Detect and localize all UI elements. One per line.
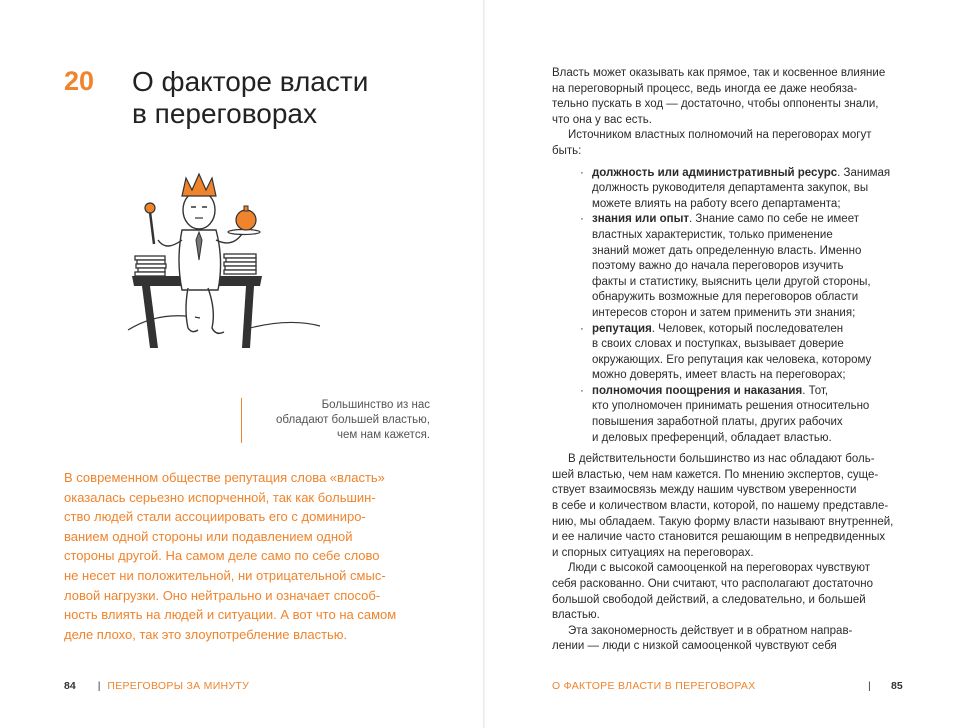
crowned-figure-illustration-icon xyxy=(100,160,330,360)
lead-line: оказалась серьезно испорченной, так как большин- xyxy=(64,489,376,505)
bullet-text: знаний может дать определенную власть. Именно xyxy=(592,244,862,257)
chapter-title xyxy=(132,66,368,130)
text-line: на переговорный процесс, ведь иногда ее даже необязa- xyxy=(552,82,858,95)
text-line: в себе и количеством власти, которой, по нашему представле- xyxy=(552,500,889,513)
text-line: нию, мы обладаем. Такую форму власти называют внутренней, xyxy=(552,515,894,528)
list-item xyxy=(552,384,912,446)
running-title: О ФАКТОРЕ ВЛАСТИ В ПЕРЕГОВОРАХ xyxy=(552,680,756,692)
list-item xyxy=(552,212,912,321)
bullet-text: повышения заработной платы, других рабочих xyxy=(592,416,843,429)
bullet-text: кто уполномочен принимать решения относительно xyxy=(592,400,870,413)
bullet-icon: · xyxy=(580,166,584,179)
bullet-text: поэтому важно до начала переговоров изучить xyxy=(592,260,844,273)
lead-line: стороны другой. На самом деле само по себе слово xyxy=(64,548,380,564)
bullet-text: должность руководителя департамента закупок, вы xyxy=(592,182,869,195)
text-line: шей властью, чем нам кажется. По мнению экспертов, суще- xyxy=(552,468,879,481)
right-body-text xyxy=(552,66,912,655)
text-line: что она у вас есть. xyxy=(552,113,652,126)
bullet-text: факты и статистику, выяснить цели другой стороны, xyxy=(592,275,871,288)
chapter-number: 20 xyxy=(64,66,95,96)
bullet-text: . Человек, который последователен xyxy=(651,322,844,335)
text-line: Источником властных полномочий на переговорах могут xyxy=(568,129,872,142)
bullet-text: интересов сторон и затем применить эти знания; xyxy=(592,306,856,319)
footer-separator: | xyxy=(868,680,871,692)
pullquote-line: обладают большей властью, xyxy=(276,414,430,426)
text-line: ствует взаимосвязь между нашим чувством уверенности xyxy=(552,484,857,497)
page-number: 84 xyxy=(64,680,76,692)
bullet-text: властных характеристик, только применение xyxy=(592,228,833,241)
running-title: ПЕРЕГОВОРЫ ЗА МИНУТУ xyxy=(107,680,250,692)
text-line: тельно пускать в ход — достаточно, чтобы оппоненты знали, xyxy=(552,98,879,111)
lead-line: деле плохо, так это злоупотребление властью. xyxy=(64,626,348,642)
bullet-term: знания или опыт xyxy=(592,213,690,226)
chapter-title-line: в переговорах xyxy=(132,98,317,129)
bullet-text: окружающих. Его репутация как человека, которому xyxy=(592,353,872,366)
chapter-title-line: О факторе власти xyxy=(132,66,369,97)
footer-separator: | xyxy=(97,680,101,692)
bullet-text: . Тот, xyxy=(802,384,829,397)
text-line: и спорных ситуациях на переговорах. xyxy=(552,546,754,559)
text-line: Власть может оказывать как прямое, так и косвенное влияние xyxy=(552,67,886,79)
bullet-text: . Знание само по себе не имеет xyxy=(689,213,859,226)
lead-line: ство людей стали ассоциировать его с доминиро- xyxy=(64,509,366,525)
lead-line: не несет ни положительной, ни отрицательной смыс- xyxy=(64,567,386,583)
text-line: Эта закономерность действует и в обратном направ- xyxy=(568,624,853,637)
list-item xyxy=(552,322,912,384)
left-footer xyxy=(64,680,249,692)
text-line: В действительности большинство из нас обладают боль- xyxy=(568,453,875,466)
page-number: 85 xyxy=(891,680,903,692)
power-sources-list xyxy=(552,166,912,447)
lead-line: В современном обществе репутация слова «власть» xyxy=(64,470,385,485)
bullet-icon: · xyxy=(580,322,584,335)
text-line: и ее наличие часто становится решающим в непредвиденных xyxy=(552,531,886,544)
lead-line: ловой нагрузки. Оно нейтрально и означает способ- xyxy=(64,587,381,603)
text-line: быть: xyxy=(552,144,582,157)
bullet-text: можно доверять, имеет власть на переговорах; xyxy=(592,369,846,382)
bullet-text: можете влиять на работу всего департамента; xyxy=(592,197,841,210)
text-line: большой свободой действий, а следовательно, и большей xyxy=(552,593,866,606)
bullet-term: должность или административный ресурс xyxy=(592,166,838,179)
bullet-text: и деловых преференций, обладает властью. xyxy=(592,431,832,444)
bullet-text: в своих словах и поступках, вызывает доверие xyxy=(592,338,844,351)
lead-paragraph xyxy=(64,468,429,644)
bullet-term: полномочия поощрения и наказания xyxy=(592,384,803,397)
text-line: лении — люди с низкой самооценкой чувствуют себя xyxy=(552,640,837,653)
pullquote-line: чем нам кажется. xyxy=(336,429,430,441)
text-line: себя раскованно. Они считают, что располагают достаточно xyxy=(552,578,874,590)
pullquote-line: Большинство из нас xyxy=(321,399,430,411)
right-footer xyxy=(552,680,907,692)
bullet-text: . Занимая xyxy=(837,166,891,179)
lead-line: ность влиять на людей и ситуации. А вот что на самом xyxy=(64,607,397,623)
bullet-icon: · xyxy=(580,384,584,397)
text-line: Люди с высокой самооценкой на переговорах чувствуют xyxy=(568,562,871,575)
text-line: властью. xyxy=(552,609,600,622)
lead-line: ванием одной стороны или подавлением одной xyxy=(64,528,353,544)
bullet-term: репутация xyxy=(592,322,652,335)
pullquote xyxy=(241,398,430,443)
list-item xyxy=(552,166,912,213)
bullet-icon: · xyxy=(580,213,584,226)
bullet-text: обнаружить возможные для переговоров области xyxy=(592,291,859,304)
